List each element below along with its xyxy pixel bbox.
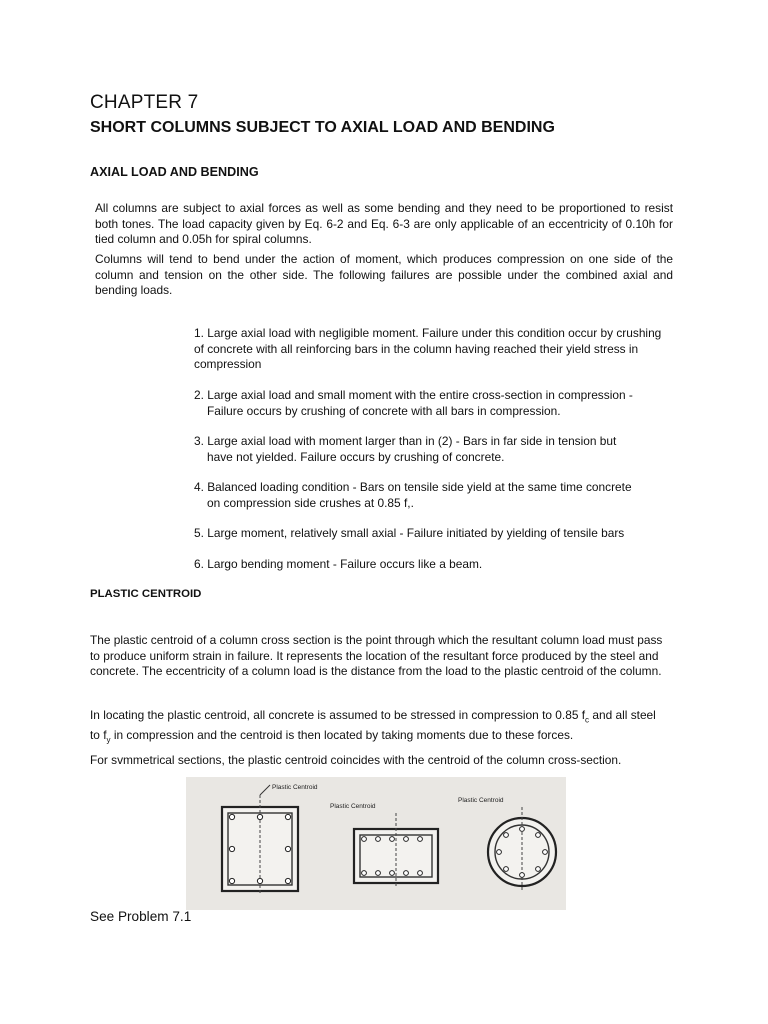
paragraph-symmetrical: For svmmetrical sections, the plastic centroid coincides with the centroid of the column cross-section. <box>90 753 622 767</box>
list-item-text: 6. Largo bending moment - Failure occurs like a beam. <box>194 557 483 571</box>
list-item <box>194 526 673 542</box>
plastic-centroid-label: Plastic Centroid <box>330 803 376 810</box>
list-item-continuation: have not yielded. Failure occurs by crushing of concrete. <box>207 449 505 464</box>
list-item <box>194 434 673 465</box>
list-item-text: 1. Large axial load with negligible moment. Failure under this condition occur by crushing of concrete with all reinforcing bars in the column having reached their yield stress in compression <box>194 326 662 372</box>
paragraph-bending: Columns will tend to bend under the action of moment, which produces compression on one side of the column and tension on the other side. The following failures are possible under the combined axial and bending loads. <box>95 252 673 298</box>
paragraph-locating <box>90 708 663 748</box>
cross-section-diagrams <box>186 777 566 910</box>
list-item <box>194 326 673 373</box>
cross-section-figure <box>186 777 566 910</box>
list-item-continuation: Failure occurs by crushing of concrete with all bars in compression. <box>207 403 561 418</box>
paragraph-plastic-centroid: The plastic centroid of a column cross section is the point through which the resultant column load must pass to produce uniform strain in failure. It represents the location of the resultant force produced by the steel and concrete. The eccentricity of a column load is the distance from the load to the plastic centroid of the column. <box>90 633 663 679</box>
circular-column-section <box>458 797 556 892</box>
subscript-c: c <box>585 715 590 725</box>
paragraph-axial-forces: All columns are subject to axial forces as well as some bending and they need to be proportioned to resist both tones. The load capacity given by Eq. 6-2 and Eq. 6-3 are only applicable of an eccentricity of 0.10h for tied column and 0.05h for spiral columns. <box>95 201 673 247</box>
section-heading-axial: AXIAL LOAD AND BENDING <box>90 165 259 179</box>
list-item-text: 2. Large axial load and small moment with the entire cross-section in compression - <box>194 388 633 402</box>
text-run: In locating the plastic centroid, all concrete is assumed to be stressed in compression to 0.85 f <box>90 708 586 722</box>
plastic-centroid-label: Plastic Centroid <box>272 784 318 791</box>
section-heading-plastic-centroid: PLASTIC CENTROID <box>90 588 202 600</box>
list-item-continuation: on compression side crushes at 0.85 f,. <box>207 495 414 510</box>
see-problem-reference: See Problem 7.1 <box>90 909 192 924</box>
list-item-text: 3. Large axial load with moment larger than in (2) - Bars in far side in tension but <box>194 434 617 448</box>
text-run: in compression and the centroid is then located by taking moments due to these forces. <box>110 727 574 742</box>
chapter-title: SHORT COLUMNS SUBJECT TO AXIAL LOAD AND BENDING <box>90 119 555 136</box>
rectangular-column-section <box>330 803 438 887</box>
plastic-centroid-label: Plastic Centroid <box>458 797 504 804</box>
subscript-y: y <box>106 735 111 745</box>
list-item <box>194 480 673 511</box>
list-item <box>194 557 673 573</box>
list-item <box>194 388 673 419</box>
chapter-label: CHAPTER 7 <box>90 92 199 113</box>
list-item-text: 5. Large moment, relatively small axial - Failure initiated by yielding of tensile bars <box>194 526 625 540</box>
square-column-section <box>222 784 318 895</box>
list-item-text: 4. Balanced loading condition - Bars on tensile side yield at the same time concrete <box>194 480 632 494</box>
text-run: and all steel to f <box>90 708 656 742</box>
